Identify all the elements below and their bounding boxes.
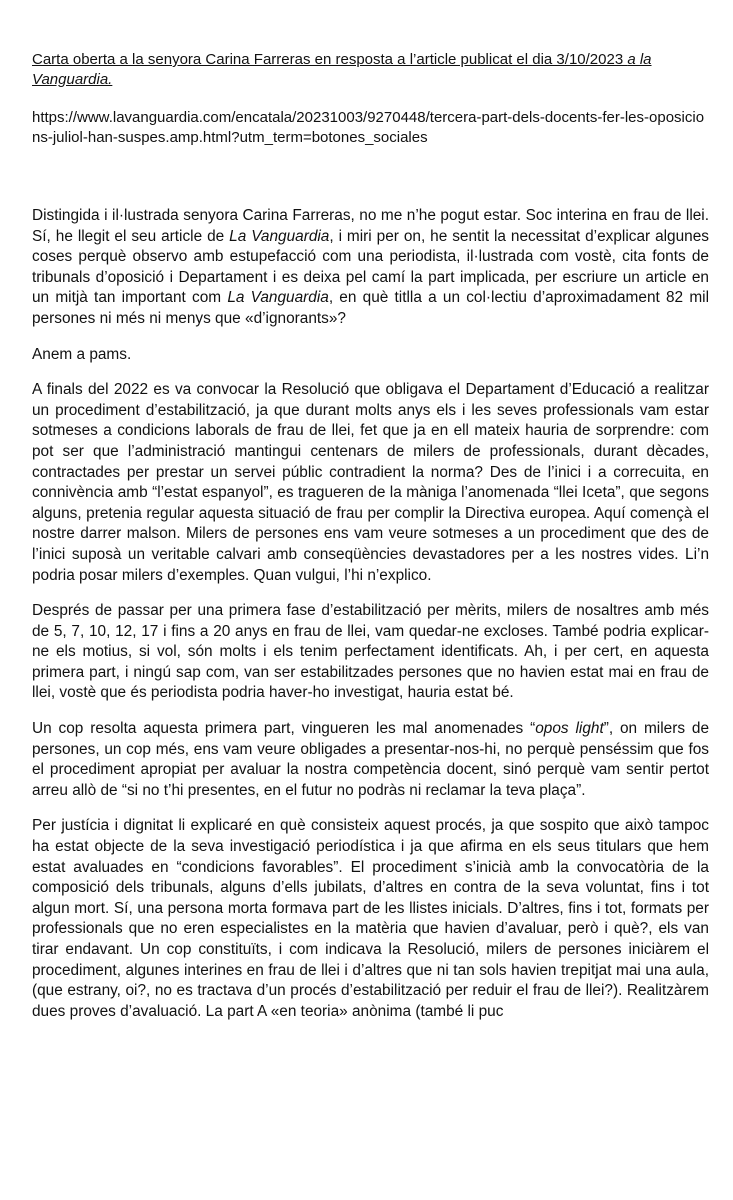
paragraph-primera-fase: Després de passar per una primera fase d’estabilització per mèrits, milers de nosaltres amb més de 5, 7, 10, 12, 17 i fins a 20 anys en frau de llei, vam quedar-ne excloses. També podria explicar-ne els motius, si vol, són molts i els tenim perfectament identificats. Ah, i per cert, en aquesta primera part, i ningú sap com, van ser estabilitzades persones que no havien estat mai en frau de llei, vostè que és periodista podria haver-ho investigat, hauria estat bé. <box>32 602 709 702</box>
text-run: Un cop resolta aquesta primera part, vingueren les mal anomenades “ <box>32 720 536 738</box>
text-run: , i miri per on, he sentit la necessitat d’explicar algunes coses perquè observo amb estupefacció com una periodista, il·lustrada com vostè, cita fonts de tribunals d’oposició i Departament i es deixa pel camí la part implicada, per escriure un article en un mitjà tan important com <box>32 227 709 307</box>
letter-heading <box>32 50 709 90</box>
paragraph-opos-light <box>32 719 709 801</box>
heading-text-italic: a la Vanguardia. <box>32 51 652 88</box>
letter-body <box>32 206 709 1022</box>
newspaper-name: La Vanguardia <box>227 289 329 307</box>
heading-text: Carta oberta a la senyora Carina Farreras en resposta a l’article publicat el dia 3/10/2023 <box>32 51 628 68</box>
text-run-italic: opos light <box>535 720 604 738</box>
newspaper-name: La Vanguardia <box>229 227 330 245</box>
paragraph-proces: Per justícia i dignitat li explicaré en què consisteix aquest procés, ja que sospito que això tampoc ha estat objecte de la seva investigació periodística i ja que afirma en els seus titulars que hem estat avaluades en “condicions favorables”. El procediment s’inicià amb la convocatòria de la composició dels tribunals, alguns d’ells jubilats, d’altres en contra de la seva voluntat, fins i tot algun mort. Sí, una persona morta formava part de les llistes inicials. D’altres, fins i tot, formats per professionals que no eren especialistes en la matèria que havien d’avaluar, però i què?, els van tirar endavant. Un cop constituïts, i com indicava la Resolució, milers de persones iniciàrem el procediment, algunes interines en frau de llei i d’altres que ni tan sols havien trepitjat mai una aula, (que estrany, oi?, no es tractava d’un procés d’estabilització per reduir el frau de llei?). Realitzàrem dues proves d’avaluació. La part A «en teoria» anònima (també li puc <box>32 817 709 1020</box>
text-run: , en què titlla a un col·lectiu d’aproximadament 82 mil persones ni més ni menys que «d’ignorants»? <box>32 289 709 327</box>
text-run: ”, on milers de persones, un cop més, ens vam veure obligades a presentar-nos-hi, no perquè penséssim que fos el procediment apropiat per avaluar la nostra competència docent, sinó perquè vam sentir pertot arreu allò de “si no t’hi presentes, en el futur no podràs ni reclamar la teva plaça”. <box>32 720 710 799</box>
paragraph-intro <box>32 206 709 330</box>
article-url[interactable]: https://www.lavanguardia.com/encatala/20231003/9270448/tercera-part-dels-docents-fer-les-oposicions-juliol-han-suspes.amp.html?utm_term=botones_sociales <box>32 109 705 146</box>
paragraph-anem-a-pams: Anem a pams. <box>32 345 132 363</box>
text-run: Distingida i il·lustrada senyora Carina Farreras, no me n’he pogut estar. Soc interina en frau de llei. Sí, he llegit el seu article de <box>32 207 709 245</box>
paragraph-resolucio: A finals del 2022 es va convocar la Resolució que obligava el Departament d’Educació a realitzar un procediment d’estabilització, ja que durant molts anys els i les seves professionals vam estar sotmeses a condicions laborals de frau de llei, fet que ja en ell mateix hauria de sorprendre: com pot ser que l’administració mantingui centenars de milers de professionals, durant dècades, contractades per prestar un servei públic contradient la norma? Des de l’inici i a correcuita, en connivència amb “l’estat espanyol”, es tragueren de la màniga l’anomenada “llei Iceta”, que segons alguns, pretenia regular aquesta situació de frau per complir la Directiva europea. Aquí començà el nostre darrer malson. Milers de persones ens vam veure sotmeses a un procediment que des de l’inici suposà un veritable calvari amb conseqüències devastadores per a les nostres vides. Li’n podria posar milers d’exemples. Quan vulgui, l’hi n’explico. <box>32 381 709 584</box>
